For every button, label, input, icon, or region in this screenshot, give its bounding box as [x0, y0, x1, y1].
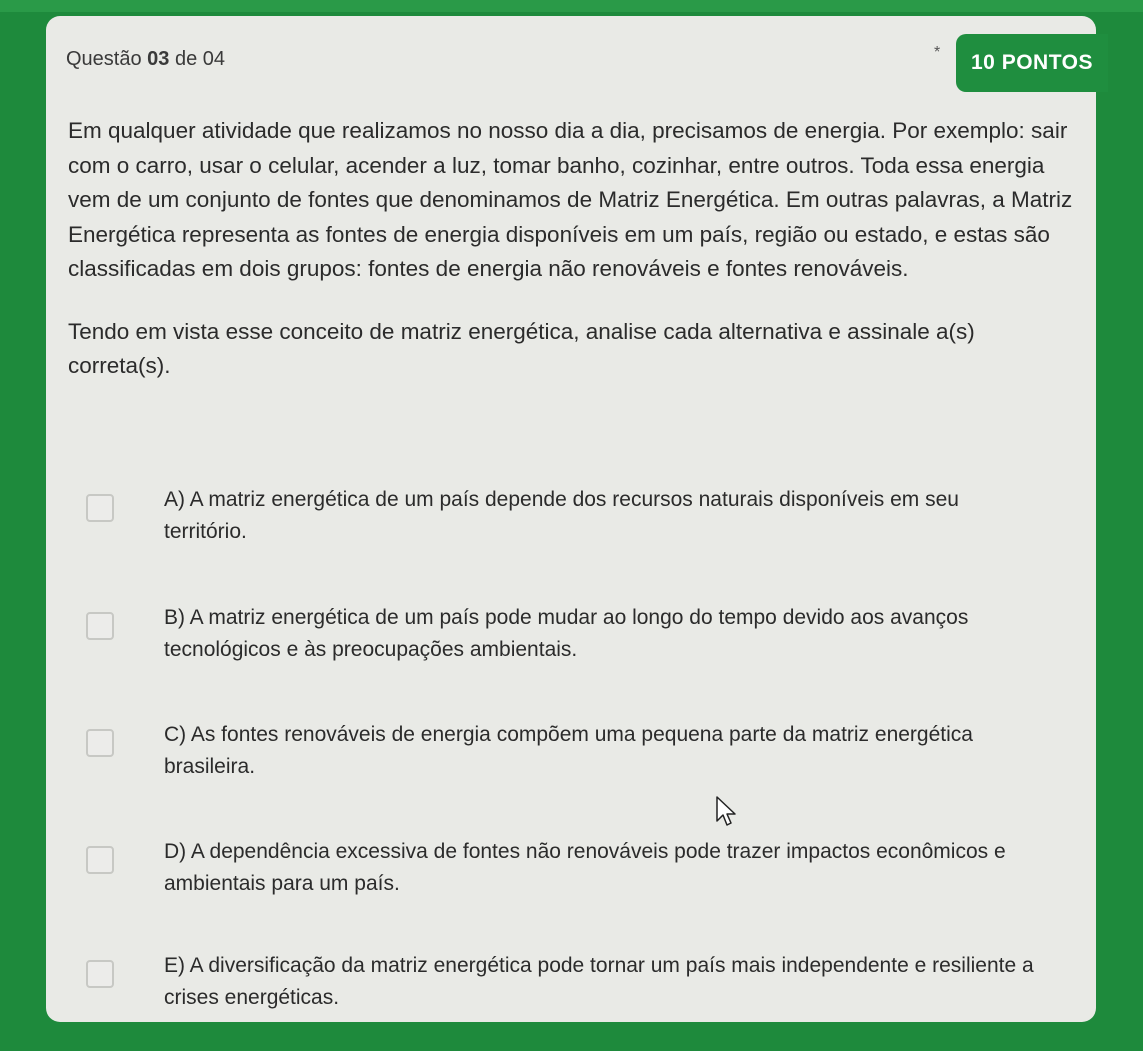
question-statement — [68, 114, 1078, 384]
required-asterisk: * — [934, 44, 941, 61]
question-prefix: Questão — [66, 48, 142, 70]
option-c-label[interactable]: C) As fontes renováveis de energia compõem uma pequena parte da matriz energética brasileira. — [164, 723, 973, 778]
option-a-label[interactable]: A) A matriz energética de um país depende dos recursos naturais disponíveis em seu território. — [164, 488, 959, 543]
statement-paragraph: Em qualquer atividade que realizamos no nosso dia a dia, precisamos de energia. Por exemplo: sair com o carro, usar o celular, acender a luz, tomar banho, cozinhar, entre outros. Toda essa energia vem de um conjunto de fontes que denominamos de Matriz Energética. Em outras palavras, a Matriz Energética representa as fontes de energia disponíveis em um país, região ou estado, e estas são classificadas em dois grupos: fontes de energia não renováveis e fontes renováveis. — [68, 118, 1073, 281]
question-total: de 04 — [174, 48, 226, 70]
question-card — [46, 16, 1096, 1022]
option-e[interactable] — [86, 950, 1046, 1020]
option-d-checkbox[interactable] — [86, 846, 114, 874]
option-e-label[interactable]: E) A diversificação da matriz energética pode tornar um país mais independente e resiliente a crises energéticas. — [164, 954, 1034, 1009]
option-d-label[interactable]: D) A dependência excessiva de fontes não renováveis pode trazer impactos econômicos e ambientais para um país. — [164, 840, 1006, 895]
option-b-label[interactable]: B) A matriz energética de um país pode mudar ao longo do tempo devido aos avanços tecnológicos e às preocupações ambientais. — [164, 606, 969, 661]
option-c[interactable] — [86, 719, 1046, 789]
mouse-pointer-icon — [716, 796, 738, 828]
option-e-checkbox[interactable] — [86, 960, 114, 988]
points-badge: 10 PONTOS — [956, 34, 1108, 92]
option-a-checkbox[interactable] — [86, 494, 114, 522]
option-a[interactable] — [86, 484, 1046, 554]
question-counter — [66, 48, 225, 71]
option-c-checkbox[interactable] — [86, 729, 114, 757]
option-b-checkbox[interactable] — [86, 612, 114, 640]
question-header — [66, 44, 1093, 76]
statement-instruction: Tendo em vista esse conceito de matriz energética, analise cada alternativa e assinale a(s) correta(s). — [68, 318, 975, 378]
question-number: 03 — [147, 48, 170, 70]
option-b[interactable] — [86, 602, 1046, 672]
top-strip — [0, 0, 1143, 12]
option-d[interactable] — [86, 836, 1046, 906]
